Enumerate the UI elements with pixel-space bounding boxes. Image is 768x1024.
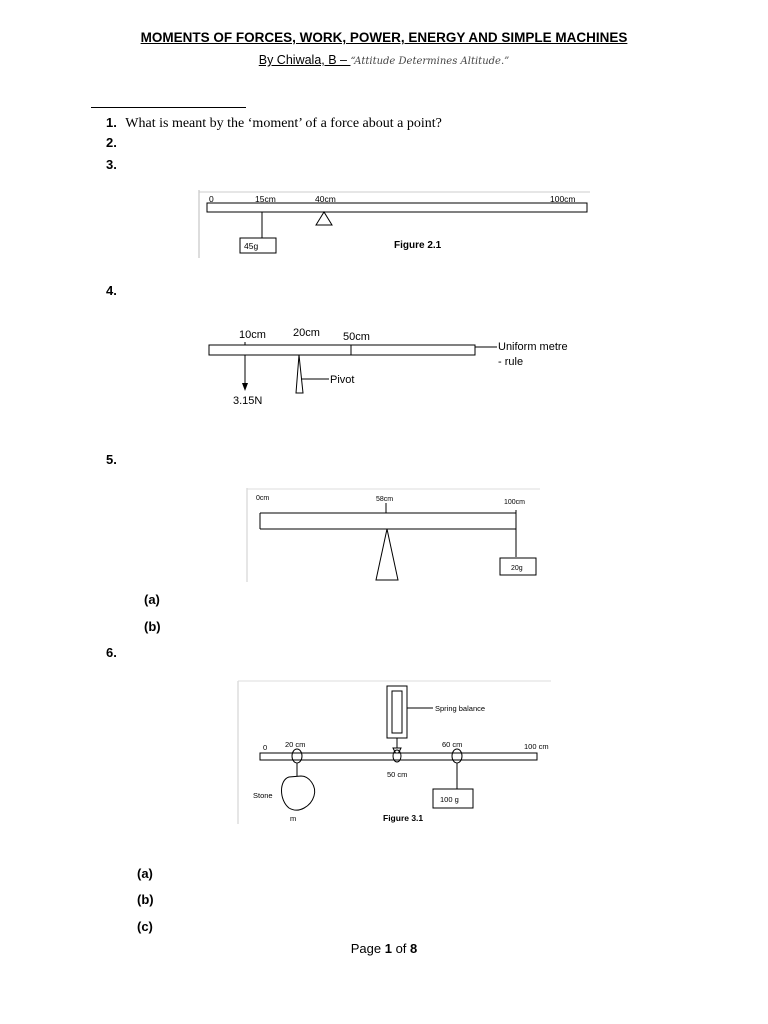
question-number: 1.: [106, 115, 117, 130]
pivot-wedge: [376, 529, 398, 580]
question-3-number: 3.: [106, 157, 117, 172]
metre-rule: [209, 345, 475, 355]
mass-label: 20g: [511, 565, 523, 572]
spring-label: Spring balance: [435, 704, 486, 713]
question-1: [106, 114, 442, 132]
figure-caption: Figure 3.1: [383, 813, 424, 823]
figure-caption: Figure 2.1: [394, 240, 442, 251]
figure-q5: [246, 488, 542, 584]
page-title: MOMENTS OF FORCES, WORK, POWER, ENERGY AND SIMPLE MACHINES: [140, 30, 628, 45]
metre-rule: [207, 203, 587, 212]
mass-label: 45g: [244, 241, 259, 251]
figure-2-1: [198, 190, 593, 260]
label-0: 0: [209, 194, 214, 204]
page-number: Page 1 of 8: [350, 941, 418, 956]
rule-label-line1: Uniform metre: [498, 341, 568, 353]
arrow-head: [242, 383, 248, 391]
question-6-number: 6.: [106, 645, 117, 660]
stone-label: Stone: [253, 791, 273, 800]
question-2-number: 2.: [106, 135, 117, 150]
q6-part-a: (a): [137, 866, 153, 881]
author: By Chiwala, B –: [258, 53, 351, 67]
mass-label: 100 g: [440, 795, 459, 804]
author-line: [0, 53, 768, 67]
label-10cm: 10cm: [239, 329, 266, 341]
total-pages: 8: [410, 941, 418, 956]
q6-part-c: (c): [137, 919, 153, 934]
m-label: m: [290, 814, 297, 823]
figure-q4: [205, 325, 600, 410]
question-5-number: 5.: [106, 452, 117, 467]
label-60cm: 60 cm: [442, 740, 463, 749]
stone: [282, 776, 315, 810]
label-40cm: 40cm: [315, 194, 336, 204]
current-page: 1: [384, 941, 392, 956]
q5-part-b: (b): [144, 619, 161, 634]
pivot-triangle: [316, 212, 332, 225]
pivot-label: Pivot: [330, 374, 355, 386]
label-20cm: 20cm: [293, 327, 320, 339]
question-4-number: 4.: [106, 283, 117, 298]
label-0cm: 0cm: [256, 495, 270, 502]
label-50cm: 50 cm: [387, 770, 408, 779]
label-0: 0: [263, 743, 268, 752]
divider: [91, 107, 246, 108]
force-label: 3.15N: [233, 395, 263, 407]
label-100cm: 100cm: [550, 194, 576, 204]
q5-part-a: (a): [144, 592, 160, 607]
label-100cm: 100cm: [504, 499, 526, 506]
label-58cm: 58cm: [376, 496, 394, 503]
label-15cm: 15cm: [255, 194, 276, 204]
label-20cm: 20 cm: [285, 740, 306, 749]
label-100cm: 100 cm: [524, 742, 549, 751]
q6-part-b: (b): [137, 892, 154, 907]
label-50cm: 50cm: [343, 331, 370, 343]
pivot-wedge: [296, 355, 303, 393]
motto: “Attitude Determines Altitude.”: [350, 56, 510, 67]
question-text: What is meant by the ‘moment’ of a force about a point?: [125, 116, 442, 131]
figure-3-1: [237, 680, 553, 826]
rule-label-line2: - rule: [498, 356, 524, 368]
